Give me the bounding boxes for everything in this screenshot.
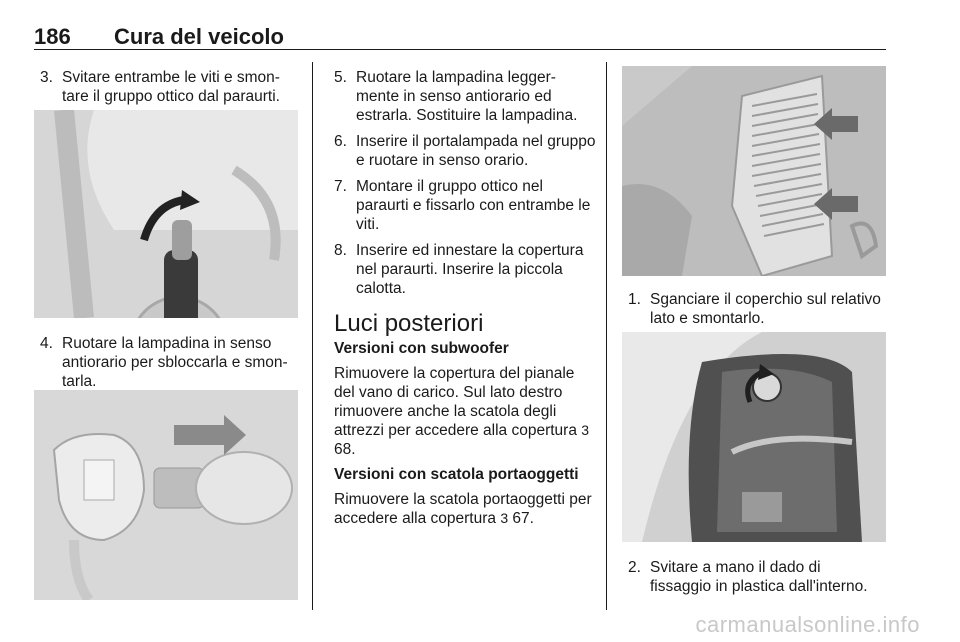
step-4 [40, 334, 302, 391]
subsection-title-storage-box: Versioni con scatola portaoggetti [334, 466, 579, 483]
rear-cover-illustration [622, 66, 886, 276]
column-1-lower [40, 334, 302, 391]
step-4-text: Ruotare la lampadina in senso antiorario per sbloccarla e smon-tarla. [62, 335, 288, 390]
figure-bulb-holder [34, 110, 298, 318]
step-2-text: Svitare a mano il dado di fissaggio in plastica dall'interno. [650, 559, 868, 595]
step-2 [628, 558, 886, 596]
step-6-text: Inserire il portalampada nel gruppo e ruotare in senso orario. [356, 133, 596, 169]
step-8-number: 8. [334, 242, 347, 259]
step-1-number: 1. [628, 291, 641, 308]
subsection-title-subwoofer: Versioni con subwoofer [334, 340, 509, 357]
storage-box-page-reference[interactable]: 67. [512, 510, 534, 527]
bulb-removal-illustration [34, 390, 298, 600]
figure-bulb-removal [34, 390, 298, 600]
figure-plastic-nut [622, 332, 886, 542]
column-2 [334, 68, 598, 528]
header-divider [34, 49, 886, 50]
figure-rear-cover [622, 66, 886, 276]
column-divider-1 [312, 62, 313, 610]
column-3-upper [628, 290, 886, 328]
subwoofer-page-reference[interactable]: 68. [334, 441, 356, 458]
bulb-holder-illustration [34, 110, 298, 318]
subwoofer-paragraph: Rimuovere la copertura del pianale del vano di carico. Sul lato destro rimuovere anche la scatola degli attrezzi per accedere alla copertura [334, 365, 577, 439]
step-3-text: Svitare entrambe le viti e smon-tare il gruppo ottico dal paraurti. [62, 69, 280, 105]
step-8 [334, 241, 598, 298]
step-5-text: Ruotare la lampadina legger-mente in senso antiorario ed estrarla. Sostituire la lampadina. [356, 69, 578, 124]
subsection-text-storage-box [334, 490, 598, 528]
page-reference-icon: 3 [500, 510, 509, 526]
section-title: Luci posteriori [334, 310, 484, 337]
step-1-text: Sganciare il coperchio sul relativo lato e smontarlo. [650, 291, 881, 327]
step-7-text: Montare il gruppo ottico nel paraurti e fissarlo con entrambe le viti. [356, 178, 591, 233]
page-title: Cura del veicolo [114, 24, 284, 49]
column-1 [40, 68, 302, 106]
storage-box-paragraph: Rimuovere la scatola portaoggetti per accedere alla copertura [334, 491, 592, 527]
column-divider-2 [606, 62, 607, 610]
page-reference-icon: 3 [581, 422, 590, 438]
step-5-number: 5. [334, 69, 347, 86]
watermark: carmanualsonline.info [695, 612, 920, 637]
page-number: 186 [34, 24, 71, 49]
step-7 [334, 177, 598, 234]
subsection-text-subwoofer [334, 364, 598, 459]
column-3-lower [628, 558, 886, 596]
plastic-nut-illustration [622, 332, 886, 542]
page-header [34, 22, 886, 50]
step-3-number: 3. [40, 69, 53, 86]
step-8-text: Inserire ed innestare la copertura nel paraurti. Inserire la piccola calotta. [356, 242, 584, 297]
step-7-number: 7. [334, 178, 347, 195]
step-3 [40, 68, 302, 106]
step-5 [334, 68, 598, 125]
step-4-number: 4. [40, 335, 53, 352]
step-6 [334, 132, 598, 170]
step-1 [628, 290, 886, 328]
step-6-number: 6. [334, 133, 347, 150]
step-2-number: 2. [628, 559, 641, 576]
